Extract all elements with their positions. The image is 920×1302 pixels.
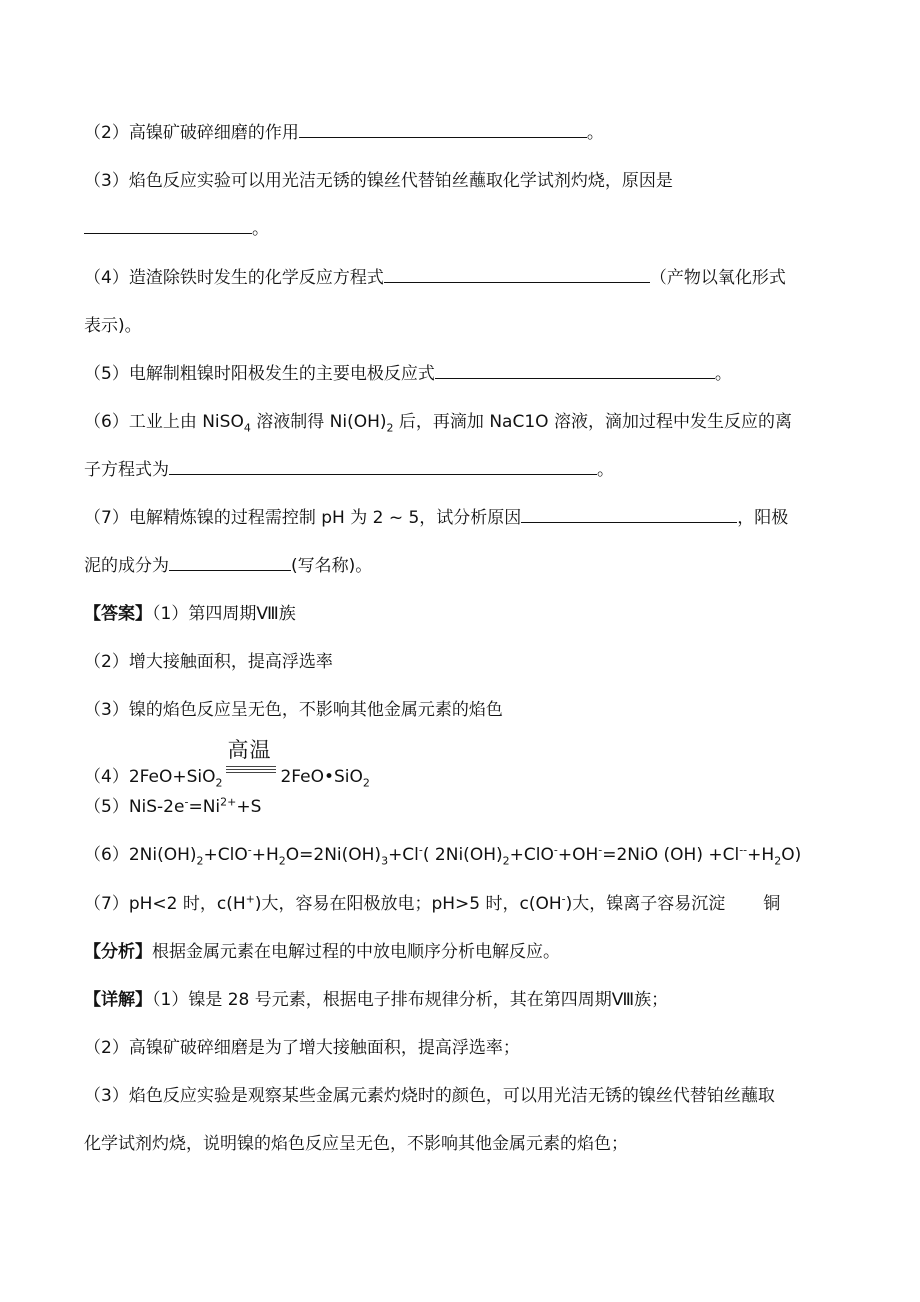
analysis-tag: 【分析】 xyxy=(84,942,152,962)
answer-5: $(5)NiS-2e^-=Ni^{2+}+S$ xyxy=(84,795,262,817)
detail-tag: 【详解】 xyxy=(84,990,152,1010)
answer-blank xyxy=(169,460,597,475)
answer-3: （3）镍的焰色反应呈无色，不影响其他金属元素的焰色 xyxy=(84,700,503,720)
detail-3-continued: 化学试剂灼烧，说明镍的焰色反应呈无色，不影响其他金属元素的焰色； xyxy=(84,1134,628,1154)
question-3: （3）焰色反应实验可以用光洁无锈的镍丝代替铂丝蘸取化学试剂灼烧，原因是 xyxy=(84,171,673,191)
answer-7: （7）pH<2 时，c(H+)大，容易在阳极放电；pH>5 时，c(OH-)大，镍离子容易沉淀 铜 xyxy=(84,892,781,914)
question-4: （4）造渣除铁时发生的化学反应方程式 （产物以氧化形式 xyxy=(84,268,786,288)
answer-blank xyxy=(384,268,650,283)
question-6: （6）工业上由 NiSO$_4$ 溶液制得 $Ni(OH)_2$ 后，再滴加 NaC1O 溶液，滴加过程中发生反应的离 xyxy=(84,412,792,435)
detail-2: （2）高镍矿破碎细磨是为了增大接触面积，提高浮选率； xyxy=(84,1038,520,1058)
analysis: 【分析】根据金属元素在电解过程的中放电顺序分析电解反应。 xyxy=(84,942,560,962)
answer-blank xyxy=(521,508,737,523)
detail-1: 【详解】（1）镍是 28 号元素，根据电子排布规律分析，其在第四周期Ⅷ族； xyxy=(84,990,669,1010)
reaction-condition xyxy=(226,738,276,784)
detail-3: （3）焰色反应实验是观察某些金属元素灼烧时的颜色，可以用光洁无锈的镍丝代替铂丝蘸取 xyxy=(84,1086,775,1106)
answer-1: 【答案】（1）第四周期Ⅷ族 xyxy=(84,604,296,624)
answer-4: （4）2FeO+SiO$_2$ 高温 2FeO•SiO$_2$ xyxy=(84,738,370,790)
answer-6: $(6)2Ni(OH)_2+ClO^-+H_2O=2Ni(OH)_3+Cl^-$( $2Ni(OH)_2+ClO^-+OH^-=2NiO$ $(OH) +Cl^{--}+H_2O$) xyxy=(84,843,802,868)
answer-2: （2）增大接触面积，提高浮选率 xyxy=(84,652,333,672)
answer-blank xyxy=(435,364,715,379)
question-5: （5）电解制粗镍时阳极发生的主要电极反应式 。 xyxy=(84,364,732,384)
question-7: （7）电解精炼镍的过程需控制 pH 为 2 ~ 5，试分析原因 ，阳极 xyxy=(84,508,789,528)
answer-blank xyxy=(299,123,587,138)
question-2: （2）高镍矿破碎细磨的作用 。 xyxy=(84,123,604,143)
question-7-continued: 泥的成分为 (写名称)。 xyxy=(84,556,373,576)
high-temperature-label: 高温 xyxy=(227,738,272,762)
question-6-continued: 子方程式为 。 xyxy=(84,460,614,480)
answer-blank xyxy=(84,219,252,234)
question-3-continued: 。 xyxy=(84,217,269,241)
question-4-continued: 表示)。 xyxy=(84,316,142,336)
answer-blank xyxy=(169,556,291,571)
answer-tag: 【答案】 xyxy=(84,604,152,624)
